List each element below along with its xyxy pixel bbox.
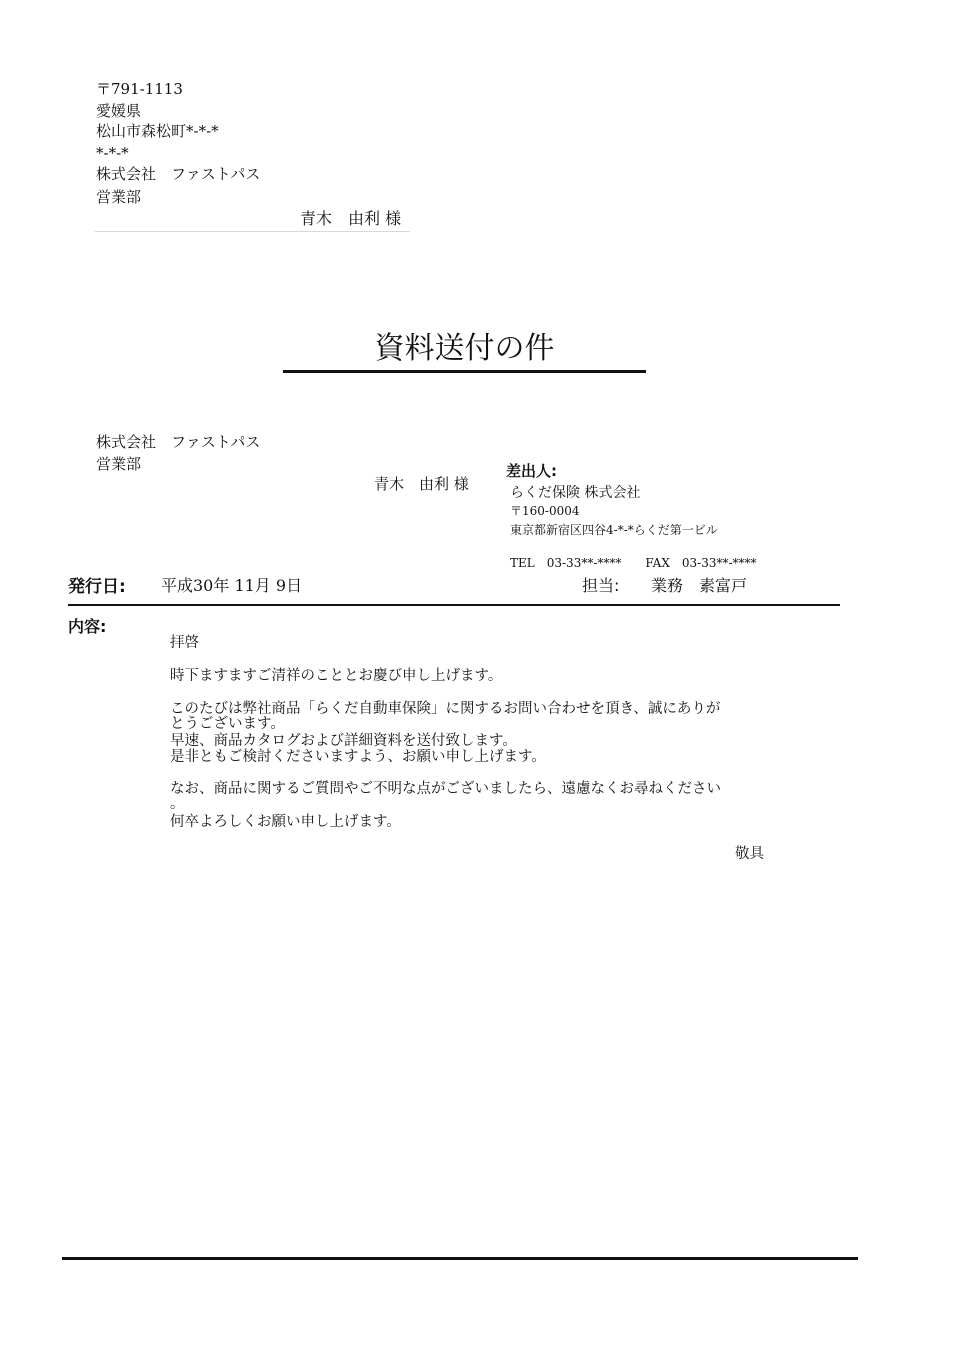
recipient-department: 営業部 (96, 455, 142, 473)
paragraph-3-line-2: 。 (170, 796, 185, 812)
address-prefecture: 愛媛県 (96, 102, 142, 120)
address-company: 株式会社 ファストパス (96, 165, 261, 183)
paragraph-1: 時下ますますご清祥のこととお慶び申し上げます。 (170, 668, 503, 684)
greeting: 拝啓 (170, 635, 199, 651)
issue-date-label: 発行日: (68, 577, 126, 597)
sender-tel-fax: TEL 03-33**-**** FAX 03-33**-**** (510, 556, 757, 570)
sender-heading: 差出人: (506, 462, 557, 480)
paragraph-2-line-2: とうございます。 (170, 716, 285, 732)
contact-label: 担当: (582, 576, 620, 595)
paragraph-2-line-3: 早速、商品カタログおよび詳細資料を送付致します。 (170, 733, 517, 749)
sender-address: 東京都新宿区四谷4-*-*らくだ第一ビル (510, 523, 718, 537)
issue-date: 平成30年 11月 9日 (161, 576, 303, 595)
paragraph-2-line-4: 是非ともご検討くださいますよう、お願い申し上げます。 (170, 749, 546, 765)
address-department: 営業部 (96, 188, 142, 206)
paragraph-3-line-3: 何卒よろしくお願い申し上げます。 (170, 814, 401, 830)
footer-divider (62, 1257, 858, 1260)
address-underline (95, 231, 410, 232)
address-recipient: 青木 由利 様 (300, 209, 402, 228)
address-street: *-*-* (96, 144, 129, 162)
paragraph-2-line-1: このたびは弊社商品「らくだ自動車保険」に関するお問い合わせを頂き、誠にありが (170, 701, 721, 717)
recipient-name: 青木 由利 様 (374, 475, 469, 493)
paragraph-3-line-1: なお、商品に関するご質問やご不明な点がございましたら、遠慮なくお尋ねください (170, 781, 721, 797)
content-label: 内容: (68, 617, 107, 636)
address-postal: 〒791-1113 (96, 80, 183, 98)
title-underline (283, 370, 646, 373)
sender-postal: 〒160-0004 (510, 504, 580, 518)
address-city: 松山市森松町*-*-* (96, 122, 219, 140)
contact-name: 業務 素富戸 (651, 576, 748, 595)
sender-company: らくだ保険 株式会社 (510, 485, 641, 501)
recipient-company: 株式会社 ファストパス (96, 433, 261, 451)
document-title: 資料送付の件 (374, 331, 555, 366)
closing: 敬具 (735, 846, 764, 862)
header-divider (68, 604, 840, 606)
